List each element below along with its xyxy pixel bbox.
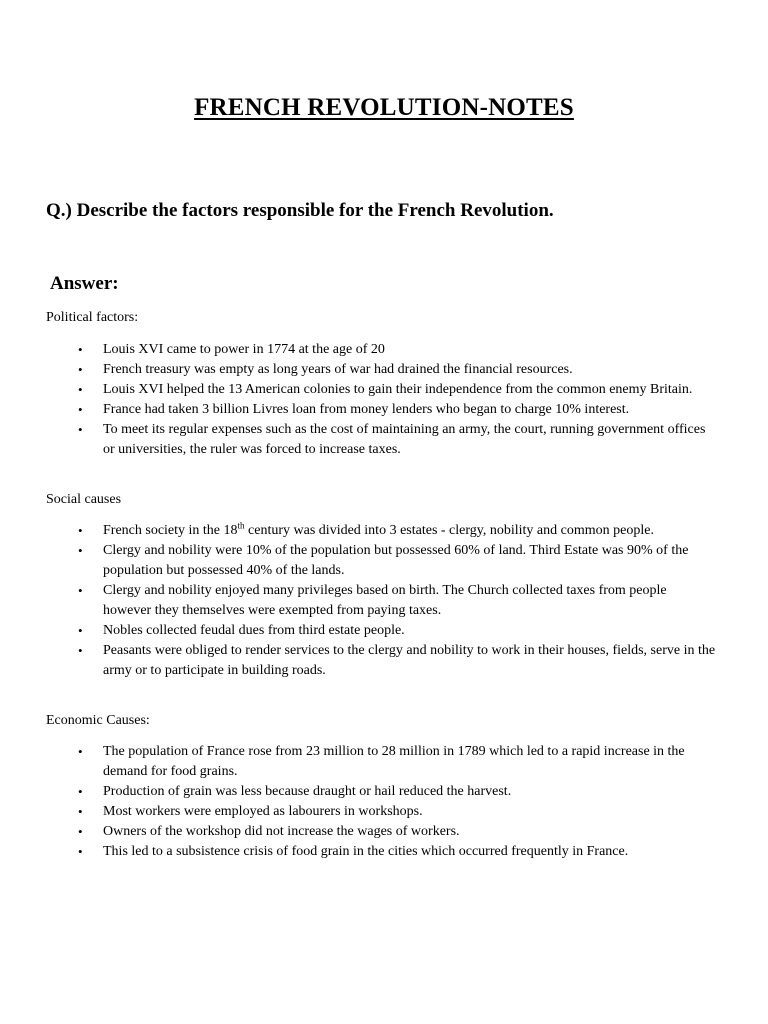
- page-title: FRENCH REVOLUTION-NOTES: [194, 94, 574, 121]
- section-heading-economic: Economic Causes:: [46, 713, 150, 728]
- ordinal-superscript: th: [237, 520, 245, 531]
- list-item: [78, 521, 718, 541]
- list-item: [78, 340, 718, 360]
- list-item: [78, 400, 718, 420]
- list-item-text: Louis XVI came to power in 1774 at the age of 20: [103, 342, 385, 357]
- list-item-text: Most workers were employed as labourers in workshops.: [103, 804, 423, 819]
- list-item-text: Louis XVI helped the 13 American colonies to gain their independence from the common enemy Britain.: [103, 382, 693, 397]
- list-item: [78, 621, 718, 641]
- bullet-icon: •: [78, 543, 83, 558]
- bullet-icon: •: [78, 623, 83, 638]
- bullet-icon: •: [78, 583, 83, 598]
- bullet-icon: •: [78, 804, 83, 819]
- section-heading-political: Political factors:: [46, 310, 139, 325]
- list-item-text: Production of grain was less because draught or hail reduced the harvest.: [103, 784, 512, 799]
- bullet-icon: •: [78, 643, 83, 658]
- bullet-icon: •: [78, 844, 83, 859]
- bullet-icon: •: [78, 362, 83, 377]
- list-item-text-before-superscript: French society in the 18: [103, 523, 238, 538]
- list-item: [78, 742, 718, 782]
- list-item-text: Nobles collected feudal dues from third estate people.: [103, 623, 405, 638]
- question-heading: Q.) Describe the factors responsible for the French Revolution.: [46, 200, 554, 221]
- list-item-text: Clergy and nobility were 10% of the population but possessed 60% of land. Third Estate was 90% of the population but possessed 40% of the lands.: [103, 543, 689, 578]
- bullet-icon: •: [78, 824, 83, 839]
- list-item: [78, 581, 718, 621]
- list-item: [78, 782, 718, 802]
- political-factors-list: [78, 340, 718, 460]
- bullet-icon: •: [78, 402, 83, 417]
- list-item-text: France had taken 3 billion Livres loan from money lenders who began to charge 10% interest.: [103, 402, 630, 417]
- list-item: [78, 802, 718, 822]
- bullet-icon: •: [78, 382, 83, 397]
- bullet-icon: •: [78, 784, 83, 799]
- list-item-text: French treasury was empty as long years of war had drained the financial resources.: [103, 362, 573, 377]
- social-causes-list: [78, 521, 718, 681]
- bullet-icon: •: [78, 523, 83, 538]
- list-item-text: Peasants were obliged to render services to the clergy and nobility to work in their houses, fields, serve in the army or to participate in building roads.: [103, 643, 716, 678]
- economic-causes-list: [78, 742, 718, 862]
- list-item: [78, 541, 718, 581]
- list-item: [78, 842, 718, 862]
- list-item: [78, 641, 718, 681]
- section-heading-social: Social causes: [46, 492, 122, 507]
- list-item-text: To meet its regular expenses such as the cost of maintaining an army, the court, running government offices or universities, the ruler was forced to increase taxes.: [103, 422, 706, 457]
- list-item: [78, 420, 718, 460]
- list-item-text: Clergy and nobility enjoyed many privileges based on birth. The Church collected taxes from people however they themselves were exempted from paying taxes.: [103, 583, 667, 618]
- bullet-icon: •: [78, 744, 83, 759]
- answer-label: Answer:: [50, 273, 119, 294]
- list-item-text: Owners of the workshop did not increase the wages of workers.: [103, 824, 460, 839]
- list-item: [78, 380, 718, 400]
- list-item: [78, 822, 718, 842]
- bullet-icon: •: [78, 342, 83, 357]
- bullet-icon: •: [78, 422, 83, 437]
- list-item-text-after-superscript: century was divided into 3 estates - clergy, nobility and common people.: [244, 523, 654, 538]
- list-item-text: This led to a subsistence crisis of food grain in the cities which occurred frequently in France.: [103, 844, 629, 859]
- list-item-text: The population of France rose from 23 million to 28 million in 1789 which led to a rapid increase in the demand for food grains.: [103, 744, 685, 779]
- list-item: [78, 360, 718, 380]
